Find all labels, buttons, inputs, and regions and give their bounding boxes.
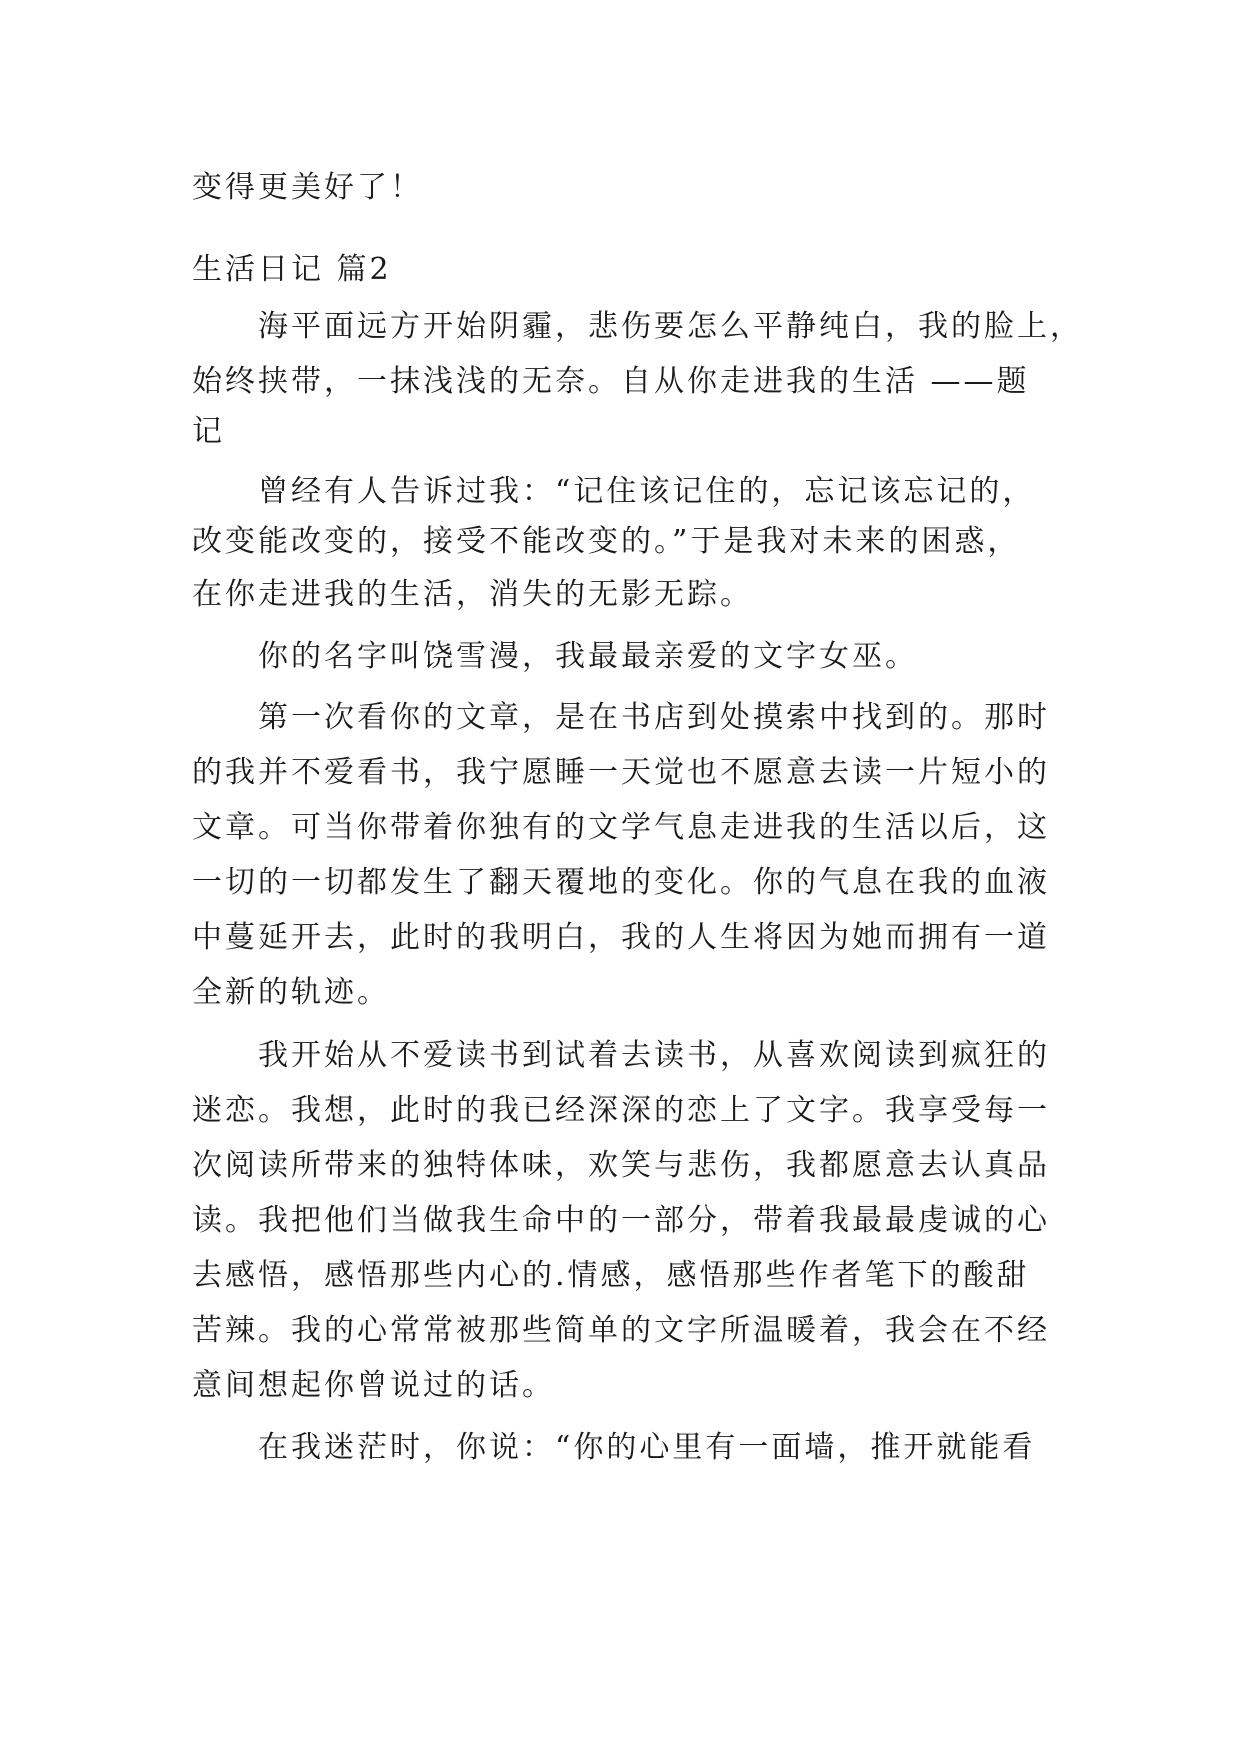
paragraph-line: 在我迷茫时，你说：“你的心里有一面墙，推开就能看 [258,1430,1036,1465]
paragraph-line: 的我并不爱看书，我宁愿睡一天觉也不愿意去读一片短小的 [192,755,1050,790]
paragraph-line: 去感悟，感悟那些内心的.情感，感悟那些作者笔下的酸甜 [192,1258,1030,1293]
continuation-text: 变得更美好了！ [192,170,423,205]
paragraph-line: 我开始从不爱读书到试着去读书，从喜欢阅读到疯狂的 [258,1038,1050,1073]
paragraph-line: 在你走进我的生活，消失的无影无踪。 [192,577,753,612]
paragraph-line: 次阅读所带来的独特体味，欢笑与悲伤，我都愿意去认真品 [192,1148,1050,1183]
paragraph-line: 记 [192,414,225,449]
paragraph-line: 海平面远方开始阴霾，悲伤要怎么平静纯白，我的脸上， [258,309,1083,344]
paragraph-line: 第一次看你的文章，是在书店到处摸索中找到的。那时 [258,700,1050,735]
section-title: 生活日记 篇2 [192,252,392,287]
paragraph-line: 中蔓延开去，此时的我明白，我的人生将因为她而拥有一道 [192,920,1050,955]
paragraph-line: 一切的一切都发生了翻天覆地的变化。你的气息在我的血液 [192,865,1050,900]
paragraph-line: 始终挟带，一抹浅浅的无奈。自从你走进我的生活 ——题 [192,364,1030,399]
paragraph-line: 曾经有人告诉过我：“记住该记住的，忘记该忘记的， [258,474,1036,509]
paragraph-line: 全新的轨迹。 [192,975,390,1010]
paragraph-line: 你的名字叫饶雪漫，我最最亲爱的文字女巫。 [258,639,918,674]
paragraph-line: 迷恋。我想，此时的我已经深深的恋上了文字。我享受每一 [192,1093,1050,1128]
paragraph-line: 意间想起你曾说过的话。 [192,1368,555,1403]
document-page [192,0,1083,1754]
paragraph-line: 文章。可当你带着你独有的文学气息走进我的生活以后，这 [192,810,1050,845]
paragraph-line: 改变能改变的，接受不能改变的。”于是我对未来的困惑， [192,524,1021,559]
paragraph-line: 读。我把他们当做我生命中的一部分，带着我最最虔诚的心 [192,1203,1050,1238]
paragraph-line: 苦辣。我的心常常被那些简单的文字所温暖着，我会在不经 [192,1313,1050,1348]
